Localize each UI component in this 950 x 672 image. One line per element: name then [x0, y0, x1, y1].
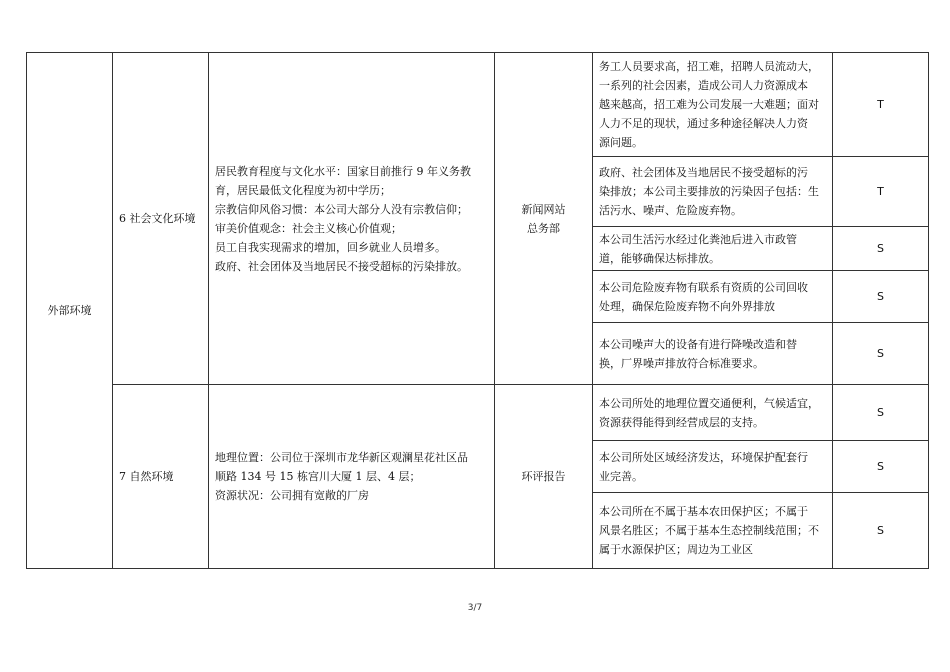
description-line: 员工自我实现需求的增加，回乡就业人员增多。	[215, 240, 446, 254]
analysis-line: 本公司生活污水经过化粪池后进入市政管	[599, 232, 797, 246]
rating-cell: S	[833, 441, 929, 493]
source-line: 总务部	[527, 221, 560, 235]
analysis-line: 业完善。	[599, 469, 643, 483]
rating-cell: S	[833, 323, 929, 385]
description-cell	[209, 53, 495, 385]
factor-cell: 7 自然环境	[113, 385, 209, 569]
analysis-line: 本公司所处的地理位置交通便利，气候适宜，	[599, 396, 819, 410]
table-row	[27, 385, 929, 441]
analysis-line: 属于水源保护区；周边为工业区	[599, 543, 753, 556]
description-line: 居民教育程度与文化水平：国家目前推行 9 年义务教	[215, 164, 471, 178]
description-line: 政府、社会团体及当地居民不接受超标的污染排放。	[215, 259, 468, 273]
rating-cell: T	[833, 157, 929, 227]
description-line: 育，居民最低文化程度为初中学历；	[215, 183, 391, 197]
analysis-cell	[593, 493, 833, 569]
analysis-line: 染排放；本公司主要排放的污染因子包括：生	[599, 185, 819, 198]
analysis-cell	[593, 271, 833, 323]
rating-cell: S	[833, 271, 929, 323]
rating-cell: S	[833, 385, 929, 441]
analysis-line: 资源获得能得到经营成层的支持。	[599, 415, 764, 429]
analysis-cell	[593, 157, 833, 227]
analysis-cell	[593, 53, 833, 157]
analysis-line: 本公司危险废弃物有联系有资质的公司回收	[599, 280, 808, 294]
environment-factor-table	[26, 52, 929, 569]
analysis-line: 活污水、噪声、危险废弃物。	[599, 204, 742, 217]
analysis-line: 换，厂界噪声排放符合标准要求。	[599, 356, 764, 370]
source-cell	[495, 385, 593, 569]
analysis-line: 源问题。	[599, 136, 643, 149]
analysis-cell	[593, 227, 833, 271]
analysis-cell	[593, 441, 833, 493]
analysis-line: 本公司所在不属于基本农田保护区；不属于	[599, 505, 808, 518]
description-line: 顺路 134 号 15 栋宫川大厦 1 层、4 层；	[215, 470, 421, 483]
source-line: 环评报告	[521, 470, 566, 483]
analysis-line: 务工人员要求高，招工难，招聘人员流动大，	[599, 60, 819, 73]
table-row	[27, 53, 929, 157]
factor-cell: 6 社会文化环境	[113, 53, 209, 385]
analysis-line: 处理，确保危险废弃物不向外界排放	[599, 299, 775, 313]
description-line: 资源状况：公司拥有宽敞的厂房	[215, 489, 369, 502]
analysis-line: 本公司所处区域经济发达，环境保护配套行	[599, 450, 808, 464]
description-cell	[209, 385, 495, 569]
page-number: 3/7	[467, 603, 483, 613]
analysis-line: 道，能够确保达标排放。	[599, 251, 720, 265]
source-cell	[495, 53, 593, 385]
rating-cell: S	[833, 493, 929, 569]
analysis-cell	[593, 385, 833, 441]
analysis-line: 风景名胜区；不属于基本生态控制线范围；不	[599, 524, 819, 537]
category-cell: 外部环境	[27, 53, 113, 569]
analysis-line: 越来越高，招工难为公司发展一大难题；面对	[599, 98, 819, 111]
analysis-line: 政府、社会团体及当地居民不接受超标的污	[599, 166, 808, 179]
rating-cell: S	[833, 227, 929, 271]
analysis-line: 一系列的社会因素，造成公司人力资源成本	[599, 79, 808, 92]
description-line: 地理位置：公司位于深圳市龙华新区观澜星花社区品	[215, 451, 468, 464]
source-line: 新闻网站	[521, 202, 566, 216]
description-line: 宗教信仰风俗习惯：本公司大部分人没有宗教信仰；	[215, 202, 468, 216]
rating-cell: T	[833, 53, 929, 157]
analysis-line: 本公司噪声大的设备有进行降噪改造和替	[599, 337, 797, 351]
analysis-cell	[593, 323, 833, 385]
analysis-line: 人力不足的现状，通过多种途径解决人力资	[599, 117, 808, 130]
description-line: 审美价值观念：社会主义核心价值观；	[215, 221, 402, 235]
